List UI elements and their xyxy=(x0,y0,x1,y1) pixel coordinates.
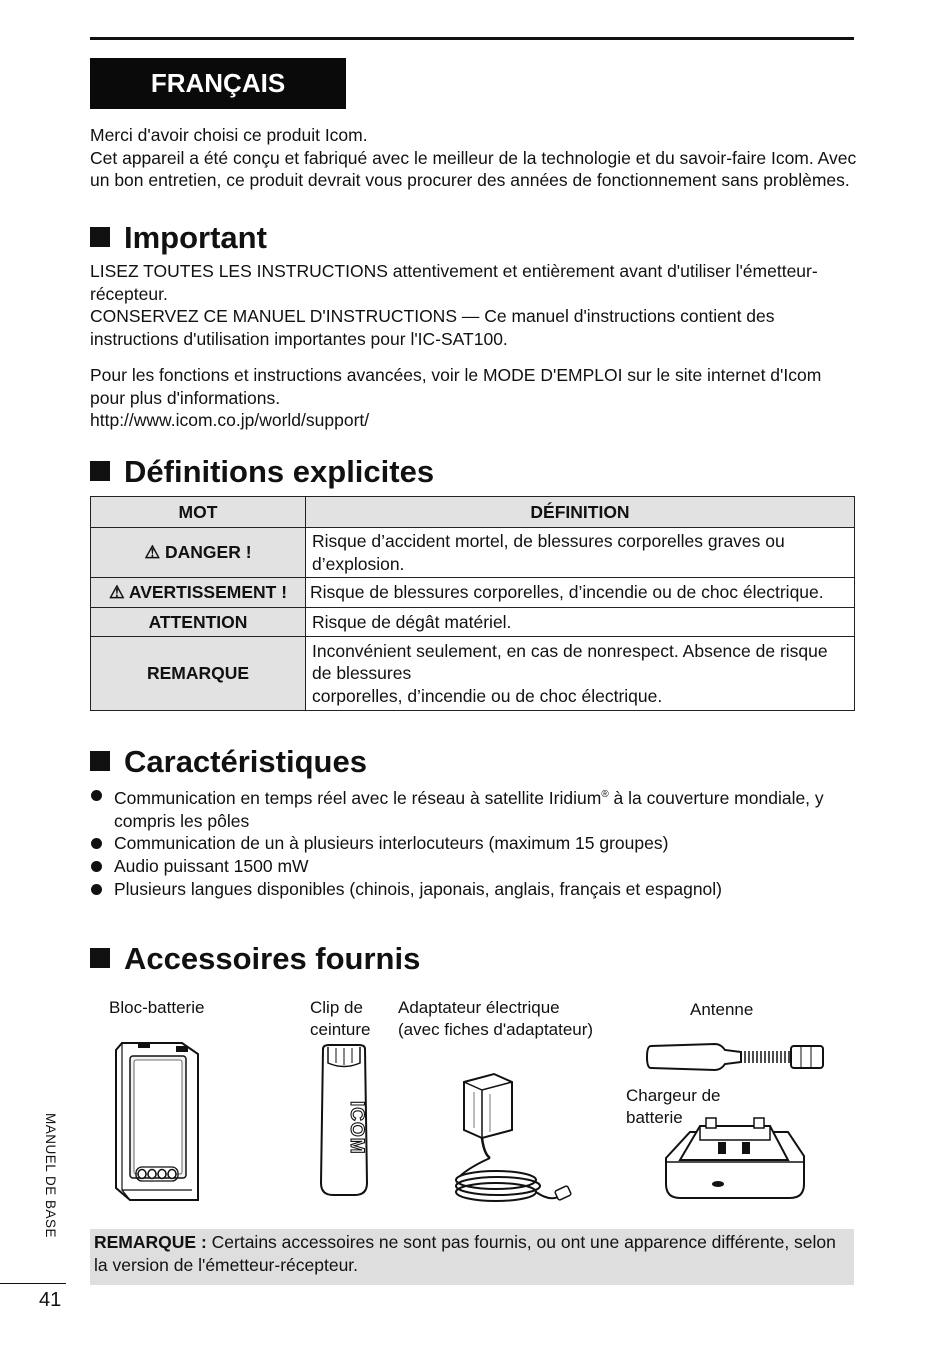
heading-features-text: Caractéristiques xyxy=(124,744,367,779)
table-row xyxy=(91,608,855,637)
caption-charger: Chargeur de batterie xyxy=(626,1086,721,1127)
caption-battery: Bloc-batterie xyxy=(109,998,205,1017)
heading-definitions xyxy=(90,454,434,490)
list-item: Audio puissant 1500 mW xyxy=(90,855,850,878)
list-item: Plusieurs langues disponibles (chinois, japonais, anglais, français et espagnol) xyxy=(90,878,850,901)
antenna-illustration xyxy=(645,1038,828,1078)
support-url: http://www.icom.co.jp/world/support/ xyxy=(90,410,370,431)
intro-line-1: Merci d'avoir choisi ce produit Icom. xyxy=(90,125,368,145)
intro-line-2: Cet appareil a été conçu et fabriqué avec le meilleur de la technologie et du savoir-faire Icom. Avec un bon entretien, ce produit devrait vous procurer des années de fonctionnement sans problèmes. xyxy=(90,147,857,191)
list-item: Communication de un à plusieurs interlocuteurs (maximum 15 groupes) xyxy=(90,832,850,855)
heading-important-text: Important xyxy=(124,220,267,255)
square-bullet-icon xyxy=(90,751,110,771)
definition-cell: Risque d’accident mortel, de blessures corporelles graves ou d’explosion. xyxy=(306,528,855,578)
definition-cell: Risque de dégât matériel. xyxy=(306,608,855,637)
important-p1: LISEZ TOUTES LES INSTRUCTIONS attentivement et entièrement avant d'utiliser l'émetteur-récepteur. xyxy=(90,261,818,304)
col-word-header: MOT xyxy=(91,497,306,528)
list-item: Communication en temps réel avec le réseau à satellite Iridium® à la couverture mondiale, y compris les pôles xyxy=(90,784,850,832)
clip-logo: ICOM xyxy=(346,1101,367,1155)
note-text xyxy=(90,1229,854,1278)
ac-adapter-illustration xyxy=(450,1072,575,1222)
square-bullet-icon xyxy=(90,227,110,247)
word-cell: REMARQUE xyxy=(91,637,306,711)
caption-ac-adapter: Adaptateur électrique (avec fiches d'adaptateur) xyxy=(398,998,594,1039)
square-bullet-icon xyxy=(90,948,110,968)
definitions-table xyxy=(90,496,855,711)
word-cell: ATTENTION xyxy=(91,608,306,637)
warning-triangle-icon: ⚠ xyxy=(108,582,129,603)
table-row xyxy=(91,637,855,711)
charger-illustration xyxy=(660,1118,810,1203)
warning-triangle-icon: ⚠ xyxy=(144,542,166,563)
heading-accessories xyxy=(90,941,420,977)
side-label: MANUEL DE BASE xyxy=(43,1113,58,1239)
important-text xyxy=(90,260,860,432)
intro-text xyxy=(90,124,860,192)
note-box xyxy=(90,1229,854,1285)
caption-antenna: Antenne xyxy=(690,1000,754,1019)
page-number-rule xyxy=(0,1283,66,1284)
page-number: 41 xyxy=(39,1289,62,1311)
word-cell: ⚠ DANGER ! xyxy=(91,528,306,578)
col-definition-header: DÉFINITION xyxy=(306,497,855,528)
battery-pack-illustration xyxy=(112,1040,202,1205)
heading-important xyxy=(90,220,267,256)
important-p2: CONSERVEZ CE MANUEL D'INSTRUCTIONS — Ce manuel d'instructions contient des instructions d'utilisation importantes pour l'IC-SAT100. xyxy=(90,306,775,350)
heading-definitions-text: Définitions explicites xyxy=(124,454,435,489)
heading-features xyxy=(90,744,367,780)
language-tab: FRANÇAIS xyxy=(90,58,346,109)
features-list xyxy=(90,784,850,900)
note-body: Certains accessoires ne sont pas fournis, ou ont une apparence différente, selon la version de l'émetteur-récepteur. xyxy=(94,1232,836,1275)
definition-cell: Risque de blessures corporelles, d’incendie ou de choc électrique. xyxy=(306,578,855,608)
definition-cell: Inconvénient seulement, en cas de nonrespect. Absence de risque de blessures corporelles, d’incendie ou de choc électrique. xyxy=(306,637,855,711)
word-cell: ⚠ AVERTISSEMENT ! xyxy=(91,578,306,608)
table-row xyxy=(91,578,855,608)
top-rule xyxy=(90,37,854,40)
note-label: REMARQUE : xyxy=(94,1232,207,1252)
table-header-row xyxy=(91,497,855,528)
important-p3: Pour les fonctions et instructions avancées, voir le MODE D'EMPLOI sur le site internet d'Icom pour plus d'informations. xyxy=(90,364,822,408)
square-bullet-icon xyxy=(90,461,110,481)
caption-belt-clip: Clip de ceinture xyxy=(310,998,371,1039)
heading-accessories-text: Accessoires fournis xyxy=(124,941,421,976)
belt-clip-illustration xyxy=(315,1043,373,1198)
table-row xyxy=(91,528,855,578)
